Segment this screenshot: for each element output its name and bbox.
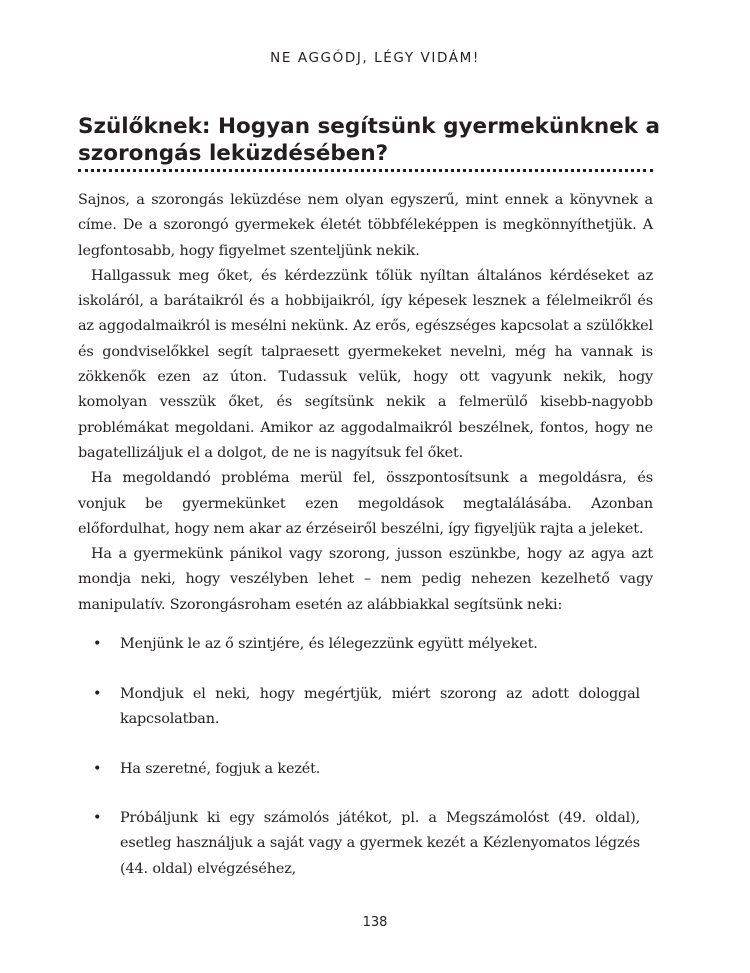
list-item (78, 757, 653, 782)
list-item (78, 806, 653, 882)
bullet-icon: • (93, 636, 102, 652)
bullet-icon: • (93, 686, 102, 702)
dotted-divider (78, 169, 653, 172)
list-item (78, 632, 653, 657)
list-item (78, 682, 653, 733)
bullet-icon: • (93, 810, 102, 826)
bullet-icon: • (93, 761, 102, 777)
page-number: 138 (362, 915, 388, 930)
paragraph: Ha a gyermekünk pánikol vagy szorong, jusson eszünkbe, hogy az agya azt mondja neki, hogy veszélyben lehet – nem pedig nehezen kezelhető vagy manipulatív. Szorongásroham esetén az alábbiakkal segítsünk neki: (78, 546, 653, 613)
body-text (78, 188, 653, 618)
section-heading: Szülőknek: Hogyan segítsünk gyermekünknek a szorongás leküzdésében? (78, 114, 661, 166)
running-head: NE AGGÓDJ, LÉGY VIDÁM! (270, 50, 480, 66)
list-item-text: Menjünk le az ő szintjére, és lélegezzünk együtt mélyeket. (120, 636, 538, 652)
paragraph: Sajnos, a szorongás leküzdése nem olyan egyszerű, mint ennek a könyvnek a címe. De a szorongó gyermekek életét többféleképpen is megkönnyíthetjük. A legfontosabb, hogy figyelmet szenteljünk nekik. (78, 192, 653, 259)
paragraph: Hallgassuk meg őket, és kérdezzünk tőlük nyíltan általános kérdéseket az iskoláról, a barátaikról és a hobbijaikról, így képesek lesznek a félelmeikről és az aggodalmaikról is mesélni nekünk. Az erős, egészséges kapcsolat a szülőkkel és gondviselőkkel segít talpraesett gyermekeket nevelni, még ha vannak is zökkenők ezen az úton. Tudassuk velük, hogy ott vagyunk nekik, hogy komolyan vesszük őket, és segítsünk nekik a felmerülő kisebb-nagyobb problémákat megoldani. Amikor az aggodalmaikról beszélnek, fontos, hogy ne bagatellizáljuk el a dolgot, de ne is nagyítsuk fel őket. (78, 267, 653, 461)
paragraph: Ha megoldandó probléma merül fel, összpontosítsunk a megoldásra, és vonjuk be gyermekünket ezen megoldások megtalálásába. Azonban előfordulhat, hogy nem akar az érzéseiről beszélni, így figyeljük rajta a jeleket. (78, 470, 653, 537)
list-item-text: Mondjuk el neki, hogy megértjük, miért szorong az adott dologgal kapcsolatban. (120, 686, 640, 728)
list-item-text: Próbáljunk ki egy számolós játékot, pl. a Megszámolóst (49. oldal), esetleg használjuk a saját vagy a gyermek kezét a Kézlenyomatos légzés (44. oldal) elvégzéséhez, (120, 810, 640, 877)
list-item-text: Ha szeretné, fogjuk a kezét. (120, 761, 321, 777)
